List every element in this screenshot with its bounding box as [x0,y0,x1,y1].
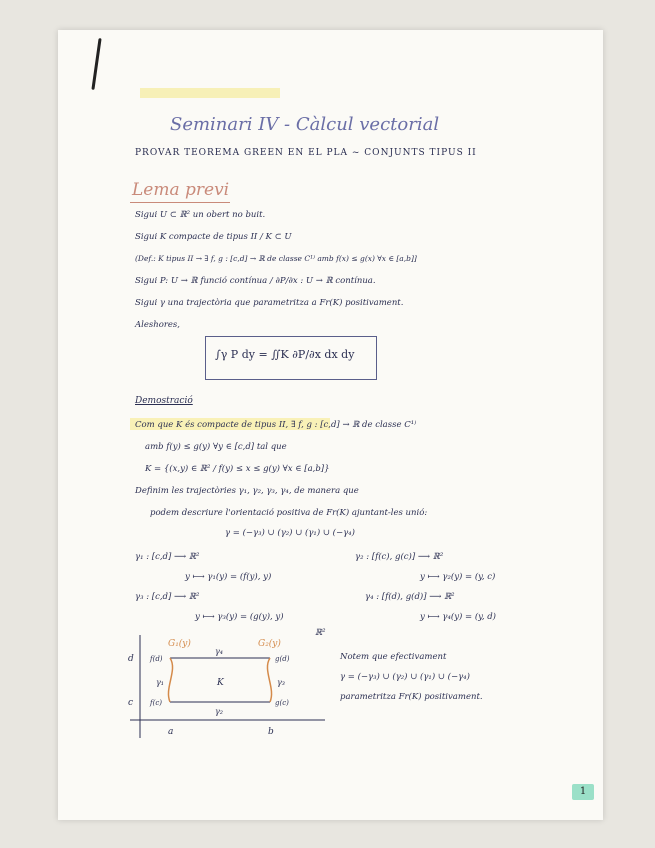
demo-line: γ₁ : [c,d] ⟶ ℝ² [135,552,200,562]
gd-label: g(d) [275,655,290,663]
demo-heading: Demostració [135,396,193,406]
b-label: b [268,727,274,737]
fd-label: f(d) [150,655,163,663]
gc-label: g(c) [275,699,289,707]
lema-line: Sigui P: U → ℝ funció contínua / ∂P/∂x : U → ℝ contínua. [135,276,376,286]
demo-line: K = {(x,y) ∈ ℝ² / f(y) ≤ x ≤ g(y) ∀x ∈ [a,b]} [145,464,330,474]
lema-line: Sigui U ⊂ ℝ² un obert no buit. [135,210,266,220]
lema-heading: Lema previ [132,180,230,200]
fc-label: f(c) [150,699,162,707]
region-diagram [120,630,330,740]
demo-line: y ⟼ γ₃(y) = (g(y), y) [195,612,284,622]
gamma4-label: γ₄ [215,647,223,656]
demo-line: y ⟼ γ₄(y) = (y, d) [420,612,496,622]
demo-line: γ₂ : [f(c), g(c)] ⟶ ℝ² [355,552,444,562]
gamma2-label: γ₂ [215,707,223,716]
diagram-note: Notem que efectivament [340,652,447,662]
demo-line: γ₃ : [c,d] ⟶ ℝ² [135,592,200,602]
c-label: c [128,698,134,708]
demo-line: amb f(y) ≤ g(y) ∀y ∈ [c,d] tal que [145,442,287,452]
lema-formula: ∫γ P dy = ∬K ∂P/∂x dx dy [215,348,355,361]
page-number: 1 [572,784,594,800]
highlight-bar [140,88,280,98]
lema-line: Aleshores, [135,320,180,330]
d-label: d [128,654,134,664]
lema-underline [130,202,230,203]
lema-line: Sigui γ una trajectòria que parametritza a Fr(K) positivament. [135,298,404,308]
right-curve [267,658,271,702]
g-right-label: G₂(y) [258,639,281,649]
diagram-note: γ = (−γ₃) ∪ (γ₂) ∪ (γ₁) ∪ (−γ₄) [340,672,470,682]
page-title: Seminari IV - Càlcul vectorial [170,114,440,135]
demo-line: y ⟼ γ₁(y) = (f(y), y) [185,572,272,582]
lema-line: Sigui K compacte de tipus II / K ⊂ U [135,232,292,242]
demo-line: y ⟼ γ₂(y) = (y, c) [420,572,496,582]
gamma3-label: γ₃ [277,678,285,687]
demo-line: Definim les trajectòries γ₁, γ₂, γ₃, γ₄, de manera que [135,486,359,496]
left-curve [168,658,172,702]
gamma1-label: γ₁ [156,678,164,687]
a-label: a [168,727,174,737]
page-subtitle: PROVAR TEOREMA GREEN EN EL PLA ~ CONJUNTS TIPUS II [135,148,477,158]
k-label: K [217,678,224,688]
diagram-note: parametritza Fr(K) positivament. [340,692,483,702]
lema-line: (Def.: K tipus II → ∃ f, g : [c,d] → ℝ de classe C¹⁾ amb f(x) ≤ g(x) ∀x ∈ [a,b]] [135,254,417,263]
r2-label: ℝ² [315,628,326,638]
g-left-label: G₁(y) [168,639,191,649]
demo-line: γ₄ : [f(d), g(d)] ⟶ ℝ² [365,592,455,602]
demo-line: Com que K és compacte de tipus II, ∃ f, g : [c,d] → ℝ de classe C¹⁾ [135,420,417,430]
demo-line: podem descriure l'orientació positiva de Fr(K) ajuntant-les unió: [150,508,428,518]
demo-line: γ = (−γ₃) ∪ (γ₂) ∪ (γ₁) ∪ (−γ₄) [225,528,355,538]
